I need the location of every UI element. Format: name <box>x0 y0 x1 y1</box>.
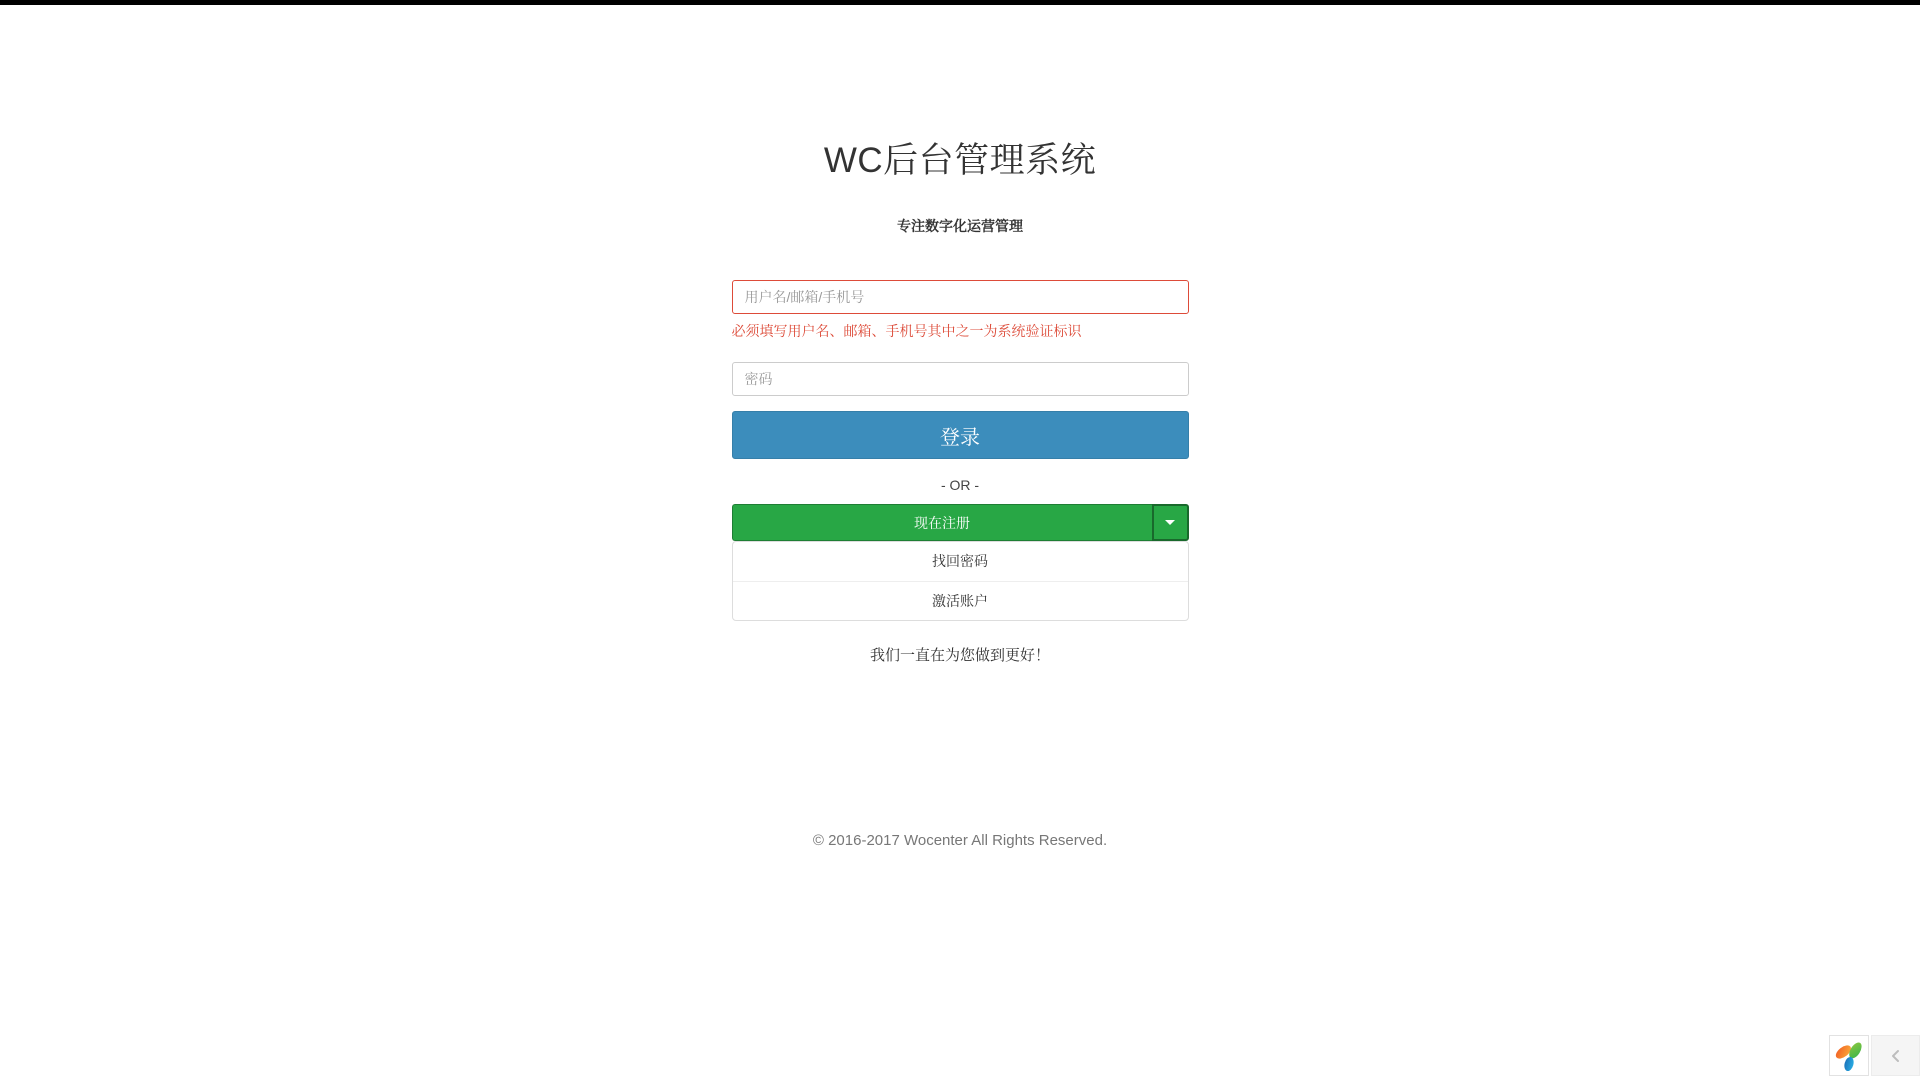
login-button[interactable]: 登录 <box>732 411 1189 459</box>
login-panel <box>732 133 1189 849</box>
login-form <box>732 280 1189 621</box>
password-field-group <box>732 362 1189 396</box>
register-dropdown-toggle[interactable] <box>1152 504 1189 541</box>
username-error-message: 必须填写用户名、邮箱、手机号其中之一为系统验证标识 <box>731 323 1082 339</box>
extension-logo-button[interactable] <box>1829 1035 1869 1076</box>
collapse-button[interactable] <box>1871 1035 1920 1076</box>
dropdown-item-activate-account[interactable]: 激活账户 <box>733 581 1188 620</box>
top-bar <box>0 0 1920 5</box>
username-input[interactable] <box>732 280 1189 314</box>
account-options-list <box>732 541 1189 621</box>
register-split-button <box>732 504 1189 541</box>
register-button[interactable]: 现在注册 <box>732 504 1152 541</box>
or-divider: - OR - <box>940 477 980 493</box>
caret-down-icon <box>1165 520 1175 525</box>
password-input[interactable] <box>732 362 1189 396</box>
corner-widgets <box>1829 1035 1920 1076</box>
username-field-group <box>732 280 1189 341</box>
slogan-text: 我们一直在为您做到更好！ <box>869 647 1050 664</box>
dropdown-item-recover-password[interactable]: 找回密码 <box>932 553 988 569</box>
page-title: WC后台管理系统 <box>823 141 1097 180</box>
chevron-left-icon <box>1888 1048 1904 1064</box>
footer-copyright: © 2016-2017 Wocenter All Rights Reserved. <box>812 832 1108 849</box>
petal-logo-icon <box>1833 1040 1865 1072</box>
page-subtitle: 专注数字化运营管理 <box>897 218 1023 234</box>
